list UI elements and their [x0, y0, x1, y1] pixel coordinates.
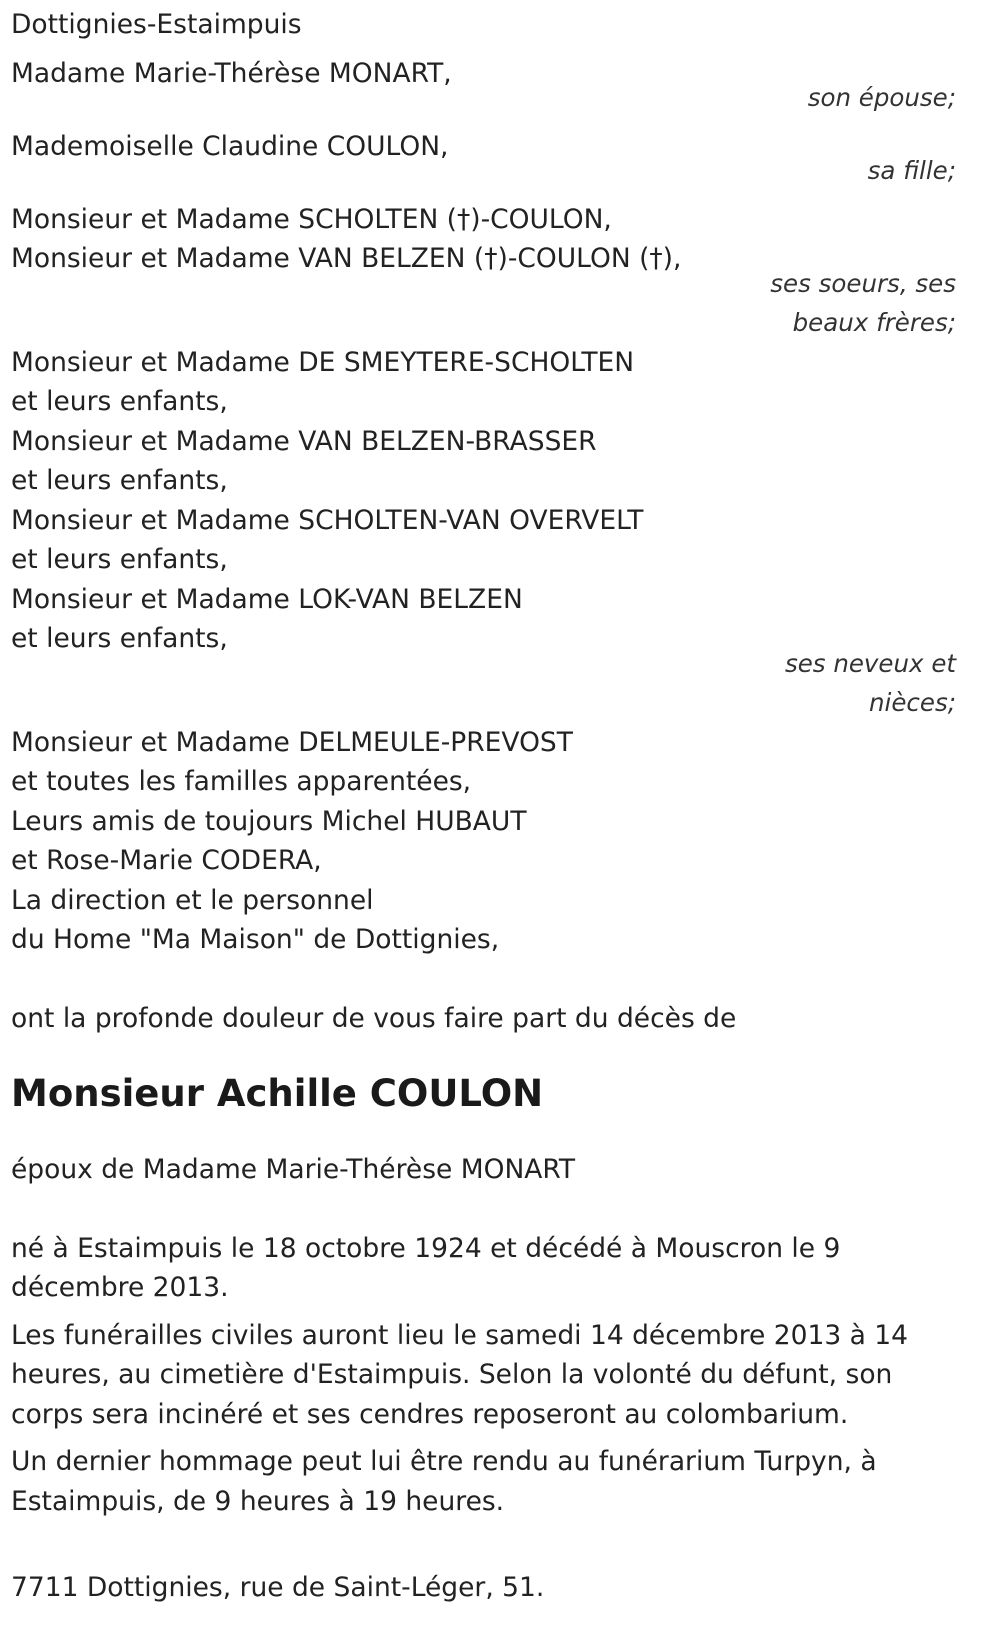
nephews-role-line: nièces;	[869, 688, 956, 717]
spacer	[11, 45, 956, 54]
spouse-name: Madame Marie-Thérèse MONART,	[11, 57, 452, 89]
nephews-role-line: ses neveux et	[784, 648, 956, 678]
address: 7711 Dottignies, rue de Saint-Léger, 51.	[11, 1572, 545, 1603]
siblings-role-line: ses soeurs, ses	[770, 268, 956, 298]
others-line: du Home "Ma Maison" de Dottignies,	[11, 924, 500, 955]
spouse-of: époux de Madame Marie-Thérèse MONART	[11, 1154, 576, 1185]
homage-details: Un dernier hommage peut lui être rendu au funérarium Turpyn, à Estaimpuis, de 9 heures à 19 heures.	[11, 1446, 877, 1517]
deceased-name: Monsieur Achille COULON	[11, 1072, 544, 1115]
spacer	[11, 1190, 956, 1229]
others-line: et Rose-Marie CODERA,	[11, 845, 322, 876]
nephew-line: Monsieur et Madame SCHOLTEN-VAN OVERVELT	[11, 504, 644, 536]
spacer	[11, 1529, 956, 1568]
spacer	[11, 960, 956, 999]
nephew-line: et leurs enfants,	[11, 623, 228, 654]
siblings-role-line: beaux frères;	[792, 308, 956, 337]
nephew-line: Monsieur et Madame LOK-VAN BELZEN	[11, 583, 523, 615]
spouse-role: son épouse;	[807, 83, 956, 112]
nephew-line: Monsieur et Madame VAN BELZEN-BRASSER	[11, 425, 597, 457]
spouse-block	[11, 54, 956, 118]
others-line: Monsieur et Madame DELMEULE-PREVOST	[11, 726, 573, 758]
sibling-line: Monsieur et Madame SCHOLTEN (†)-COULON,	[11, 203, 612, 235]
daughter-name: Mademoiselle Claudine COULON,	[11, 130, 449, 162]
locality: Dottignies-Estaimpuis	[11, 9, 302, 40]
birth-death: né à Estaimpuis le 18 octobre 1924 et décédé à Mouscron le 9 décembre 2013.	[11, 1232, 841, 1303]
others-line: Leurs amis de toujours Michel HUBAUT	[11, 805, 527, 837]
nephew-line: Monsieur et Madame DE SMEYTERE-SCHOLTEN	[11, 346, 635, 378]
nephew-line: et leurs enfants,	[11, 544, 228, 575]
others-block	[11, 723, 956, 960]
daughter-role: sa fille;	[867, 156, 956, 185]
others-line: et toutes les familles apparentées,	[11, 766, 472, 797]
others-line: La direction et le personnel	[11, 884, 374, 916]
siblings-block	[11, 200, 956, 343]
nephew-line: et leurs enfants,	[11, 465, 228, 496]
nephew-line: et leurs enfants,	[11, 386, 228, 417]
sibling-line: Monsieur et Madame VAN BELZEN (†)-COULON (†),	[11, 243, 682, 274]
funeral-details: Les funérailles civiles auront lieu le samedi 14 décembre 2013 à 14 heures, au cimetière d'Estaimpuis. Selon la volonté du défunt, son corps sera incinéré et ses cendres reposeront au colombarium.	[11, 1319, 909, 1430]
announcement: ont la profonde douleur de vous faire part du décès de	[11, 1002, 737, 1034]
nephews-block	[11, 343, 956, 723]
spacer	[11, 118, 956, 127]
daughter-block	[11, 127, 956, 191]
spacer	[11, 191, 956, 200]
